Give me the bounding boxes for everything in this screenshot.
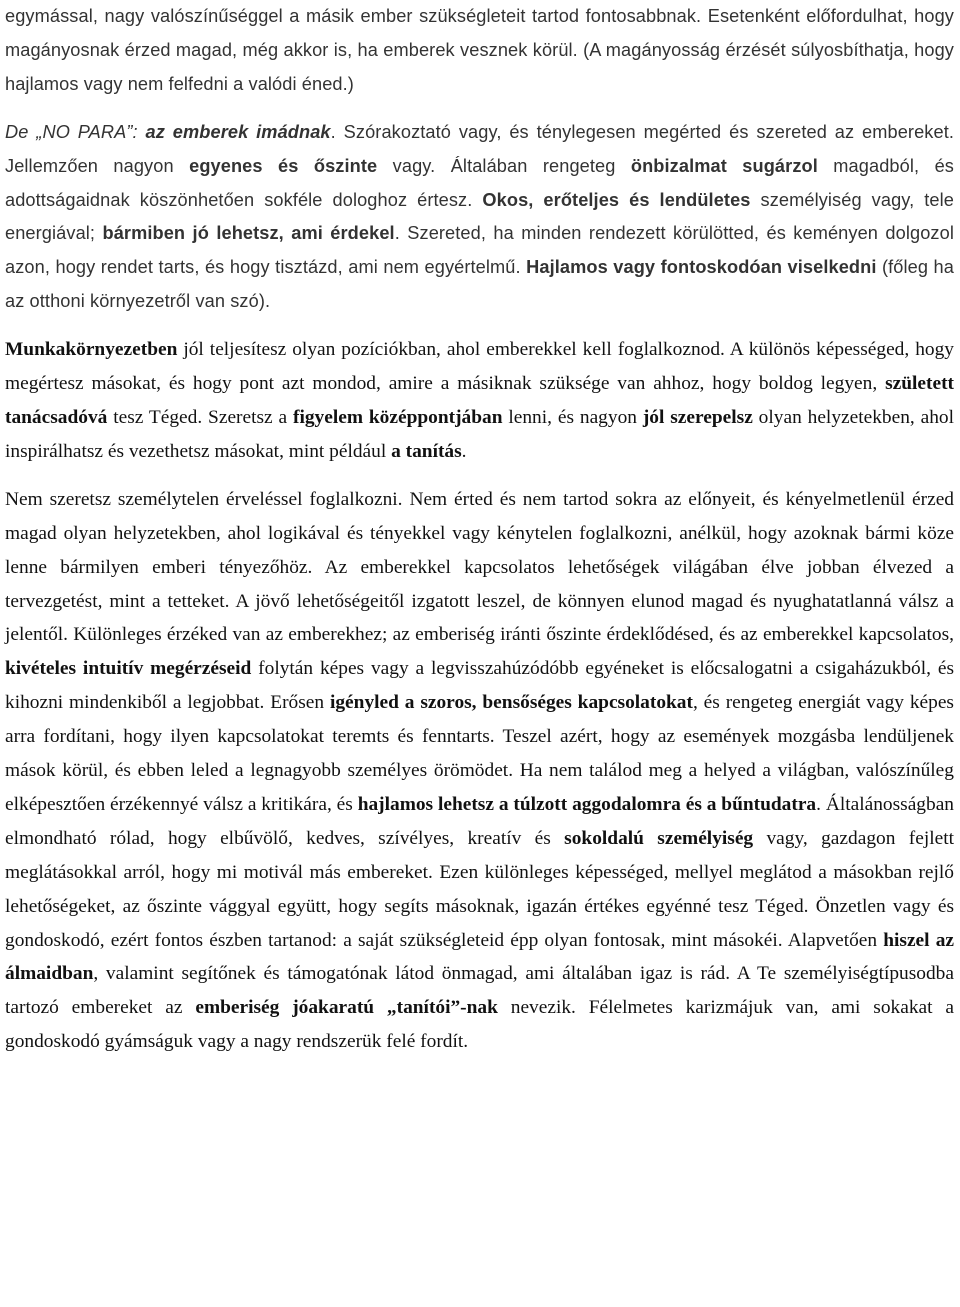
bold-text: jól szerepelsz <box>642 406 753 428</box>
bold-text: sokoldalú személyiség <box>564 827 754 849</box>
text-segment: , valamint segítőnek és támogatónak látod önmagad, ami általában igaz is rád. A Te személyiségtípusodba tartozó embereket az <box>5 963 954 1019</box>
text-segment: lenni, és nagyon <box>502 406 643 428</box>
text-segment: . Szereted, ha minden rendezett körülötted, és keményen dolgozol azon, hogy rendet tarts, és hogy tisztázd, ami nem egyértelmű. <box>5 223 954 278</box>
text-segment: egymással, nagy valószínűséggel a másik ember szükségleteit tartod fontosabbnak. Esetenként előfordulhat, hogy magányosnak érzed magad, még akkor is, ha emberek vesznek körül. (A magányosság érzését súlyosbíthatja, hogy hajlamos vagy nem felfedni a valódi éned.) <box>5 6 954 94</box>
text-segment: vagy, gazdagon fejlett meglátásokkal arról, hogy mi motivál más embereket. Ezen különleges képességed, mellyel meglátod a másokban rejlő lehetőségeket, az őszinte vággyal együtt, hogy segíts másoknak, igazán értékes egyénné tesz Téged. Önzetlen vagy és gondoskodó, ezért fontos észben tartanod: a saját szükségleteid épp olyan fontosak, mint másokéi. Alapvetően <box>5 827 954 951</box>
bold-text: a tanítás <box>391 440 462 462</box>
paragraph-4 <box>5 483 954 1059</box>
bold-text: hajlamos lehetsz a túlzott aggodalomra és a bűntudatra <box>357 793 817 815</box>
bold-text: kivételes intuitív megérzéseid <box>5 658 252 680</box>
text-segment: olyan helyzetekben, ahol inspirálhatsz és vezethetsz másokat, mint például <box>5 406 955 462</box>
text-segment: vagy. Általában rengeteg <box>377 155 631 176</box>
bold-text: Okos, erőteljes és lendületes <box>482 189 751 210</box>
bold-text: született tanácsadóvá <box>5 373 954 428</box>
text-segment: folytán képes vagy a legvisszahúzódóbb egyéneket is előcsalogatni a csigaházukból, és kihozni mindenkiből a legjobbat. Erősen <box>5 658 954 714</box>
bold-text: önbizalmat sugárzol <box>630 155 818 176</box>
paragraph-3 <box>5 333 954 469</box>
text-segment: magadból, és adottságaidnak köszönhetően sokféle dologhoz értesz. <box>5 155 954 210</box>
bold-text: bármiben jó lehetsz, ami érdekel <box>102 223 395 244</box>
text-segment: Nem szeretsz személytelen érveléssel foglalkozni. Nem érted és nem tartod sokra az előnyeit, és kényelmetlenül érzed magad olyan helyzetekben, ahol logikával és tényekkel vagy kénytelen foglalkozni, anélkül, hogy azoknak bármi köze lenne bármilyen emberi tényezőhöz. Az emberekkel kapcsolatos lehetőségek világában élve jobban élvezed a tervezgetést, mint a tetteket. A jövő lehetőségeitől izgatott leszel, de könnyen elunod magad és nyughatatlanná válsz a jelentől. Különleges érzéked van az emberekhez; az emberiség iránti őszinte érdeklődésed, és az emberekkel kapcsolatos, <box>5 488 954 646</box>
text-segment: (főleg ha az otthoni környezetről van szó). <box>5 257 954 312</box>
text-segment: . Általánosságban elmondható rólad, hogy elbűvölő, kedves, szívélyes, kreatív és <box>5 793 954 849</box>
bold-text: egyenes és őszinte <box>189 155 378 176</box>
text-segment: tesz Téged. Szeretsz a <box>107 406 294 428</box>
bold-text: emberiség jóakaratú „tanítói”-nak <box>195 997 498 1019</box>
bold-text: Hajlamos vagy fontoskodóan viselkedni <box>526 257 877 278</box>
bold-text: Munkakörnyezetben <box>5 339 178 361</box>
text-segment: De „NO PARA”: <box>5 121 146 142</box>
paragraph-1 <box>5 0 954 102</box>
paragraph-2 <box>5 116 954 319</box>
emphasis-text: az emberek imádnak <box>145 121 331 142</box>
text-segment: személyiség vagy, tele energiával; <box>5 189 954 244</box>
text-segment: nevezik. Félelmetes karizmájuk van, ami sokakat a gondoskodó gyámságuk vagy a nagy rendszerük felé fordít. <box>5 997 954 1053</box>
bold-text: hiszel az álmaidban <box>5 929 955 985</box>
text-segment: jól teljesítesz olyan pozíciókban, ahol emberekkel kell foglalkoznod. A különös képességed, hogy megértesz másokat, és hogy pont azt mondod, amire a másiknak szüksége van ahhoz, hogy boldog legyen, <box>5 339 954 395</box>
text-segment: . <box>461 440 467 462</box>
bold-text: figyelem középpontjában <box>293 406 503 428</box>
bold-text: igényled a szoros, bensőséges kapcsolatokat <box>329 692 693 714</box>
text-segment: . Szórakoztató vagy, és ténylegesen megérted és szereted az embereket. Jellemzően nagyon <box>5 121 955 176</box>
text-segment: , és rengeteg energiát vagy képes arra fordítani, hogy ilyen kapcsolatokat teremts és fenntarts. Teszel azért, hogy az események mozgásba lendüljenek mások körül, és ebben leled a legnagyobb személyes örömödet. Ha nem találod meg a helyed a világban, valószínűleg elképesztően érzékennyé válsz a kritikára, és <box>5 692 954 815</box>
